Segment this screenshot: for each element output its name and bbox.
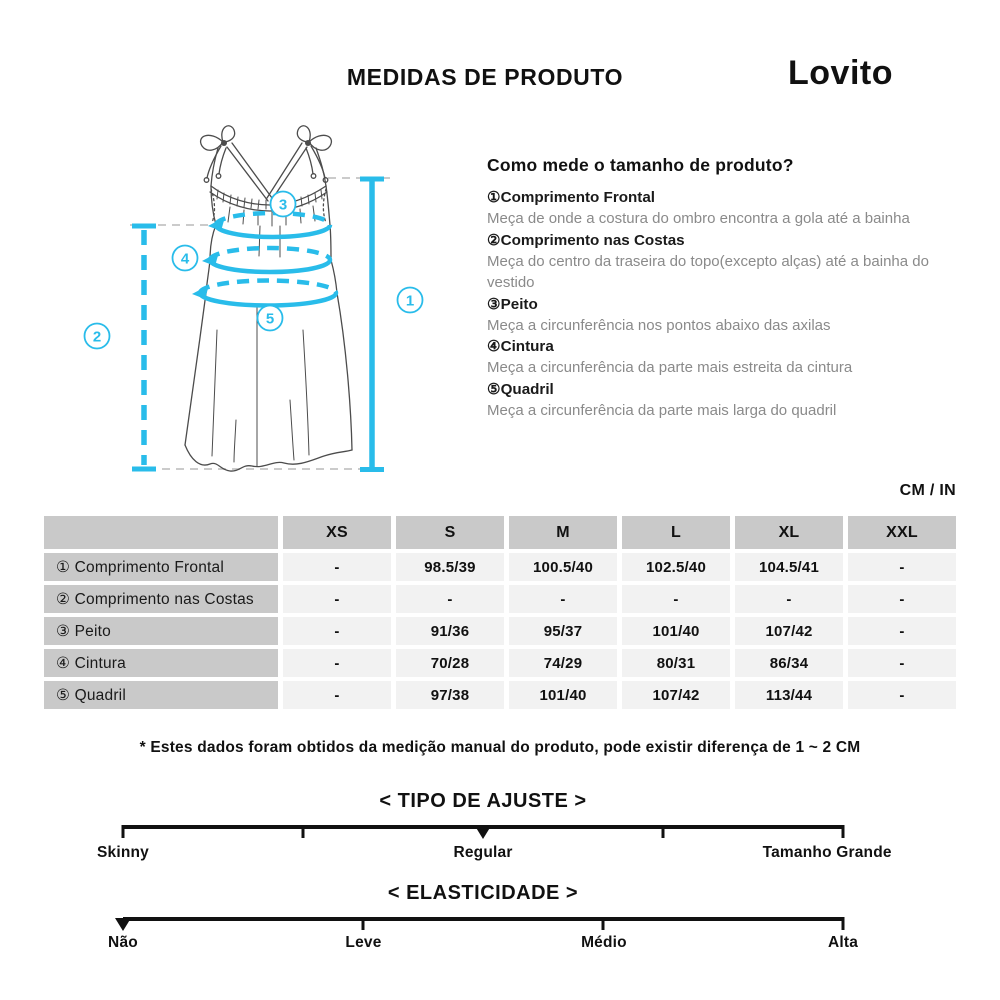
table-cell: 102.5/40 — [622, 553, 730, 581]
guide-item-desc-5: Meça a circunferência da parte mais larga do quadril — [487, 401, 837, 419]
table-row — [44, 681, 956, 709]
table-cell: - — [848, 553, 956, 581]
table-cell: - — [283, 617, 391, 645]
table-cell: 70/28 — [396, 649, 504, 677]
stretch-scale-title: < ELASTICIDADE > — [387, 882, 579, 904]
table-cell: 86/34 — [735, 649, 843, 677]
scale-tick — [361, 917, 364, 930]
svg-text:4: 4 — [180, 250, 190, 268]
table-cell: 97/38 — [396, 681, 504, 709]
scale-tick — [842, 825, 845, 838]
table-cell: - — [283, 649, 391, 677]
guide-item-label-4: ④Cintura — [487, 338, 554, 355]
table-header-cell-XL: XL — [735, 516, 843, 549]
table-cell: 107/42 — [622, 681, 730, 709]
table-cell: 74/29 — [509, 649, 617, 677]
guide-items — [487, 187, 965, 421]
table-cell: 101/40 — [622, 617, 730, 645]
fit-scale-labels — [96, 844, 892, 864]
size-table-header-row — [44, 516, 956, 549]
units-label: CM / IN — [899, 482, 956, 499]
guide-item-label-5: ⑤Quadril — [487, 380, 554, 398]
table-header-cell-S: S — [396, 516, 504, 549]
scale-label: Não — [108, 934, 138, 951]
brand-logo: Lovito — [788, 54, 893, 92]
badge-1 — [398, 288, 423, 313]
scale-tick — [122, 825, 125, 838]
table-header-cell-XS: XS — [283, 516, 391, 549]
table-cell: - — [509, 585, 617, 613]
table-cell: - — [848, 681, 956, 709]
guide-item-desc-1: Meça de onde a costura do ombro encontra a gola até a bainha — [487, 210, 910, 227]
table-row-label: ② Comprimento nas Costas — [44, 585, 278, 613]
table-row-label: ④ Cintura — [44, 649, 278, 677]
table-cell: 104.5/41 — [735, 553, 843, 581]
table-cell: 95/37 — [509, 617, 617, 645]
table-header-cell-XXL: XXL — [848, 516, 956, 549]
page-title: MEDIDAS DE PRODUTO — [346, 64, 624, 90]
dress-measurement-diagram — [60, 100, 480, 490]
guide-item-label-3: ③Peito — [487, 295, 538, 313]
table-cell: - — [283, 585, 391, 613]
table-row — [44, 649, 956, 677]
scale-label: Leve — [345, 934, 382, 951]
table-cell: - — [396, 585, 504, 613]
guide-item-label-2: ②Comprimento nas Costas — [487, 231, 685, 249]
fit-scale-title: < TIPO DE AJUSTE > — [379, 790, 587, 812]
table-row-label: ⑤ Quadril — [44, 681, 278, 709]
table-cell: - — [283, 681, 391, 709]
scale-label: Tamanho Grande — [762, 844, 892, 861]
size-table-body — [44, 553, 956, 709]
table-corner-cell — [44, 516, 278, 549]
size-table — [44, 516, 956, 713]
svg-text:5: 5 — [265, 310, 275, 328]
scale-label: Alta — [827, 934, 859, 951]
stretch-scale-labels — [108, 934, 859, 954]
badge-2 — [85, 324, 110, 349]
table-cell: 107/42 — [735, 617, 843, 645]
fit-scale-line — [123, 825, 843, 829]
table-row — [44, 585, 956, 613]
table-cell: - — [622, 585, 730, 613]
guide-item-desc-4: Meça a circunferência da parte mais estreita da cintura — [487, 359, 853, 376]
scale-tick — [662, 825, 665, 838]
guide-heading: Como mede o tamanho de produto? — [487, 155, 794, 175]
scale-tick — [302, 825, 305, 838]
scale-label: Skinny — [96, 844, 150, 861]
badge-4 — [173, 246, 198, 271]
badge-3 — [271, 192, 296, 217]
guide-item-desc-3: Meça a circunferência nos pontos abaixo das axilas — [487, 316, 831, 334]
table-header-cell-M: M — [509, 516, 617, 549]
scale-label: Regular — [453, 844, 513, 861]
guide-item-desc-2: Meça do centro da traseira do topo(excepto alças) até a bainha do vestido — [487, 252, 929, 291]
stretch-scale-line — [123, 917, 843, 921]
scale-tick — [842, 917, 845, 930]
scale-tick — [602, 917, 605, 930]
table-header-cell-L: L — [622, 516, 730, 549]
table-cell: - — [848, 649, 956, 677]
measure-guide — [487, 155, 965, 421]
table-cell: 101/40 — [509, 681, 617, 709]
table-row-label: ③ Peito — [44, 617, 278, 645]
table-cell: - — [848, 585, 956, 613]
svg-text:3: 3 — [278, 196, 288, 214]
table-cell: 100.5/40 — [509, 553, 617, 581]
scale-marker-triangle-icon — [475, 826, 491, 839]
table-cell: 91/36 — [396, 617, 504, 645]
table-cell: - — [283, 553, 391, 581]
table-cell: - — [848, 617, 956, 645]
table-row — [44, 553, 956, 581]
guide-item-label-1: ①Comprimento Frontal — [487, 189, 656, 206]
table-row — [44, 617, 956, 645]
table-cell: 98.5/39 — [396, 553, 504, 581]
footnote: * Estes dados foram obtidos da medição manual do produto, pode existir diferença de 1 ~ 2 CM — [139, 739, 861, 756]
table-cell: 80/31 — [622, 649, 730, 677]
badge-5 — [258, 306, 283, 331]
table-cell: 113/44 — [735, 681, 843, 709]
table-cell: - — [735, 585, 843, 613]
table-row-label: ① Comprimento Frontal — [44, 553, 278, 581]
scale-label: Médio — [581, 934, 627, 951]
svg-text:1: 1 — [405, 292, 415, 310]
svg-text:2: 2 — [92, 328, 102, 346]
size-table-header — [44, 516, 956, 549]
scale-marker-triangle-icon — [115, 918, 131, 931]
